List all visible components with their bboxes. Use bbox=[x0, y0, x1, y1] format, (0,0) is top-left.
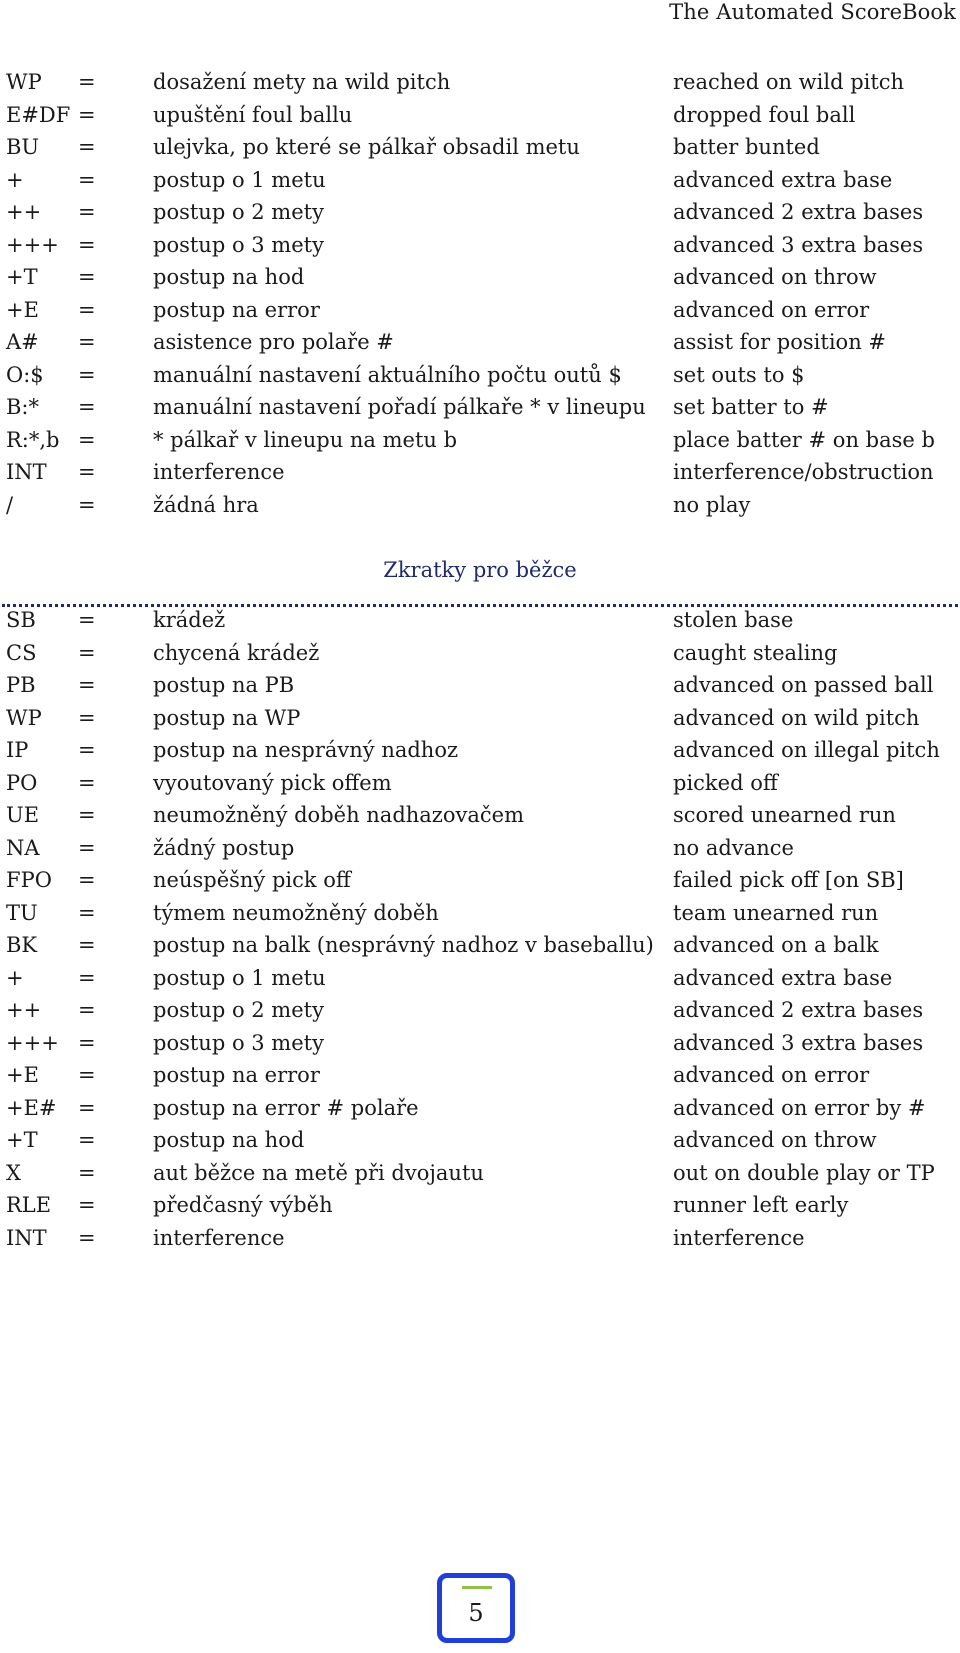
english-description: advanced on throw bbox=[673, 1128, 877, 1152]
code-abbreviation: A# bbox=[6, 330, 39, 354]
code-row bbox=[0, 962, 960, 995]
czech-description: postup na hod bbox=[153, 265, 305, 289]
code-abbreviation: E#DF bbox=[6, 102, 71, 127]
code-abbreviation: IP bbox=[6, 738, 29, 762]
czech-description: postup na PB bbox=[153, 673, 295, 697]
code-row bbox=[0, 456, 960, 489]
english-description: runner left early bbox=[673, 1193, 849, 1217]
czech-description: postup o 3 mety bbox=[153, 232, 324, 257]
code-abbreviation: RLE bbox=[6, 1193, 52, 1217]
equals-sign: = bbox=[78, 868, 96, 892]
code-row bbox=[0, 261, 960, 294]
code-abbreviation: + bbox=[6, 167, 24, 192]
code-abbreviation: BU bbox=[6, 135, 40, 159]
code-row bbox=[0, 734, 960, 767]
code-row bbox=[0, 1124, 960, 1157]
czech-description: žádný postup bbox=[153, 835, 295, 860]
equals-sign: = bbox=[78, 265, 96, 289]
code-abbreviation: INT bbox=[6, 460, 47, 484]
equals-sign: = bbox=[78, 1225, 96, 1250]
english-description: dropped foul ball bbox=[673, 102, 856, 127]
code-abbreviation: +E bbox=[6, 1063, 39, 1087]
code-abbreviation: O:$ bbox=[6, 362, 44, 387]
code-row bbox=[0, 359, 960, 392]
equals-sign: = bbox=[78, 705, 96, 730]
czech-description: postup na balk (nesprávný nadhoz v baseballu) bbox=[153, 933, 654, 957]
equals-sign: = bbox=[78, 1030, 96, 1055]
code-row bbox=[0, 391, 960, 424]
code-row bbox=[0, 767, 960, 800]
english-description: batter bunted bbox=[673, 135, 820, 159]
equals-sign: = bbox=[78, 427, 96, 452]
code-abbreviation: B:* bbox=[6, 395, 40, 419]
english-description: advanced on illegal pitch bbox=[673, 738, 940, 762]
czech-description: vyoutovaný pick offem bbox=[153, 770, 392, 795]
page-header-title: The Automated ScoreBook bbox=[669, 0, 956, 24]
english-description: picked off bbox=[673, 770, 778, 795]
czech-description: postup na hod bbox=[153, 1128, 305, 1152]
english-description: failed pick off [on SB] bbox=[673, 868, 904, 892]
code-row bbox=[0, 604, 960, 637]
code-abbreviation: CS bbox=[6, 640, 37, 665]
equals-sign: = bbox=[78, 803, 96, 827]
english-description: no advance bbox=[673, 835, 794, 860]
page-number-box bbox=[437, 1573, 515, 1643]
code-abbreviation: +++ bbox=[6, 1030, 59, 1055]
english-description: advanced 3 extra bases bbox=[673, 1030, 924, 1055]
code-row bbox=[0, 164, 960, 197]
equals-sign: = bbox=[78, 1160, 96, 1185]
equals-sign: = bbox=[78, 640, 96, 665]
code-abbreviation: +E# bbox=[6, 1095, 57, 1120]
english-description: caught stealing bbox=[673, 640, 838, 665]
code-row bbox=[0, 196, 960, 229]
czech-description: interference bbox=[153, 460, 285, 484]
page-number-accent bbox=[462, 1586, 492, 1589]
english-description: advanced on error bbox=[673, 297, 870, 322]
czech-description: manuální nastavení pořadí pálkaře * v lineupu bbox=[153, 395, 646, 419]
equals-sign: = bbox=[78, 738, 96, 762]
code-row bbox=[0, 897, 960, 930]
english-description: interference/obstruction bbox=[673, 460, 934, 484]
czech-description: postup na error bbox=[153, 1063, 320, 1087]
code-row bbox=[0, 864, 960, 897]
code-row bbox=[0, 799, 960, 832]
czech-description: postup o 1 metu bbox=[153, 167, 326, 192]
code-row bbox=[0, 326, 960, 359]
equals-sign: = bbox=[78, 102, 96, 127]
code-abbreviation: +++ bbox=[6, 232, 59, 257]
code-abbreviation: +T bbox=[6, 1128, 38, 1152]
english-description: set batter to # bbox=[673, 395, 829, 419]
code-row bbox=[0, 637, 960, 670]
czech-description: ulejvka, po které se pálkař obsadil metu bbox=[153, 135, 580, 159]
code-abbreviation: NA bbox=[6, 835, 40, 860]
czech-description: žádná hra bbox=[153, 492, 259, 517]
equals-sign: = bbox=[78, 965, 96, 990]
english-description: reached on wild pitch bbox=[673, 70, 905, 94]
code-row bbox=[0, 99, 960, 132]
english-description: scored unearned run bbox=[673, 803, 896, 827]
code-row bbox=[0, 66, 960, 99]
english-description: no play bbox=[673, 492, 751, 517]
czech-description: postup na error # polaře bbox=[153, 1095, 419, 1120]
code-abbreviation: PO bbox=[6, 770, 38, 795]
english-description: advanced 3 extra bases bbox=[673, 232, 924, 257]
code-abbreviation: / bbox=[6, 492, 14, 517]
code-abbreviation: R:*,b bbox=[6, 427, 60, 452]
czech-description: neumožněný doběh nadhazovačem bbox=[153, 803, 524, 827]
code-abbreviation: FPO bbox=[6, 868, 52, 892]
code-abbreviation: INT bbox=[6, 1225, 47, 1250]
equals-sign: = bbox=[78, 232, 96, 257]
code-row bbox=[0, 229, 960, 262]
equals-sign: = bbox=[78, 998, 96, 1022]
code-row bbox=[0, 294, 960, 327]
czech-description: postup o 2 mety bbox=[153, 998, 324, 1022]
code-abbreviation: TU bbox=[6, 900, 38, 925]
english-description: out on double play or TP bbox=[673, 1160, 935, 1185]
czech-description: postup o 2 mety bbox=[153, 200, 324, 224]
equals-sign: = bbox=[78, 297, 96, 322]
runner-codes-table bbox=[0, 604, 960, 1254]
english-description: place batter # on base b bbox=[673, 427, 935, 452]
czech-description: dosažení mety na wild pitch bbox=[153, 70, 451, 94]
code-row bbox=[0, 929, 960, 962]
equals-sign: = bbox=[78, 673, 96, 697]
czech-description: aut běžce na metě při dvojautu bbox=[153, 1160, 484, 1185]
code-row bbox=[0, 994, 960, 1027]
czech-description: manuální nastavení aktuálního počtu outů $ bbox=[153, 362, 622, 387]
code-row bbox=[0, 131, 960, 164]
equals-sign: = bbox=[78, 135, 96, 159]
equals-sign: = bbox=[78, 608, 96, 632]
code-abbreviation: ++ bbox=[6, 200, 42, 224]
code-row bbox=[0, 832, 960, 865]
code-row bbox=[0, 1027, 960, 1060]
english-description: advanced on passed ball bbox=[673, 673, 934, 697]
equals-sign: = bbox=[78, 395, 96, 419]
czech-description: předčasný výběh bbox=[153, 1193, 333, 1217]
code-abbreviation: +E bbox=[6, 297, 39, 322]
czech-description: * pálkař v lineupu na metu b bbox=[153, 427, 458, 452]
equals-sign: = bbox=[78, 492, 96, 517]
equals-sign: = bbox=[78, 1193, 96, 1217]
batter-codes-table bbox=[0, 66, 960, 521]
english-description: advanced extra base bbox=[673, 167, 893, 192]
code-abbreviation: WP bbox=[6, 70, 42, 94]
english-description: advanced on error by # bbox=[673, 1095, 926, 1120]
english-description: advanced on wild pitch bbox=[673, 705, 920, 730]
equals-sign: = bbox=[78, 167, 96, 192]
czech-description: postup o 1 metu bbox=[153, 965, 326, 990]
czech-description: neúspěšný pick off bbox=[153, 868, 351, 892]
code-abbreviation: X bbox=[6, 1160, 21, 1185]
equals-sign: = bbox=[78, 900, 96, 925]
english-description: advanced 2 extra bases bbox=[673, 200, 924, 224]
code-row bbox=[0, 702, 960, 735]
czech-description: krádež bbox=[153, 608, 226, 632]
english-description: advanced on error bbox=[673, 1063, 870, 1087]
equals-sign: = bbox=[78, 835, 96, 860]
code-abbreviation: + bbox=[6, 965, 24, 990]
english-description: advanced 2 extra bases bbox=[673, 998, 924, 1022]
czech-description: postup na error bbox=[153, 297, 320, 322]
czech-description: týmem neumožněný doběh bbox=[153, 900, 439, 925]
czech-description: upuštění foul ballu bbox=[153, 102, 353, 127]
code-row bbox=[0, 1222, 960, 1255]
english-description: assist for position # bbox=[673, 330, 886, 354]
code-abbreviation: +T bbox=[6, 265, 38, 289]
english-description: stolen base bbox=[673, 608, 794, 632]
code-abbreviation: BK bbox=[6, 933, 38, 957]
english-description: team unearned run bbox=[673, 900, 879, 925]
code-row bbox=[0, 1157, 960, 1190]
code-row bbox=[0, 489, 960, 522]
equals-sign: = bbox=[78, 70, 96, 94]
english-description: interference bbox=[673, 1225, 805, 1250]
english-description: advanced extra base bbox=[673, 965, 893, 990]
equals-sign: = bbox=[78, 1128, 96, 1152]
runner-section-title: Zkratky pro běžce bbox=[383, 558, 577, 582]
code-row bbox=[0, 1092, 960, 1125]
equals-sign: = bbox=[78, 1095, 96, 1120]
code-abbreviation: PB bbox=[6, 673, 36, 697]
czech-description: postup na nesprávný nadhoz bbox=[153, 738, 459, 762]
code-abbreviation: SB bbox=[6, 608, 36, 632]
page-number: 5 bbox=[468, 1599, 484, 1627]
equals-sign: = bbox=[78, 933, 96, 957]
equals-sign: = bbox=[78, 460, 96, 484]
czech-description: interference bbox=[153, 1225, 285, 1250]
english-description: advanced on a balk bbox=[673, 933, 879, 957]
equals-sign: = bbox=[78, 1063, 96, 1087]
equals-sign: = bbox=[78, 362, 96, 387]
code-abbreviation: UE bbox=[6, 803, 40, 827]
code-row bbox=[0, 1189, 960, 1222]
code-row bbox=[0, 1059, 960, 1092]
equals-sign: = bbox=[78, 330, 96, 354]
equals-sign: = bbox=[78, 200, 96, 224]
code-row bbox=[0, 424, 960, 457]
code-row bbox=[0, 669, 960, 702]
code-abbreviation: ++ bbox=[6, 998, 42, 1022]
code-abbreviation: WP bbox=[6, 705, 42, 730]
czech-description: postup na WP bbox=[153, 705, 301, 730]
czech-description: asistence pro polaře # bbox=[153, 330, 394, 354]
english-description: advanced on throw bbox=[673, 265, 877, 289]
czech-description: chycená krádež bbox=[153, 640, 320, 665]
equals-sign: = bbox=[78, 770, 96, 795]
english-description: set outs to $ bbox=[673, 362, 805, 387]
czech-description: postup o 3 mety bbox=[153, 1030, 324, 1055]
